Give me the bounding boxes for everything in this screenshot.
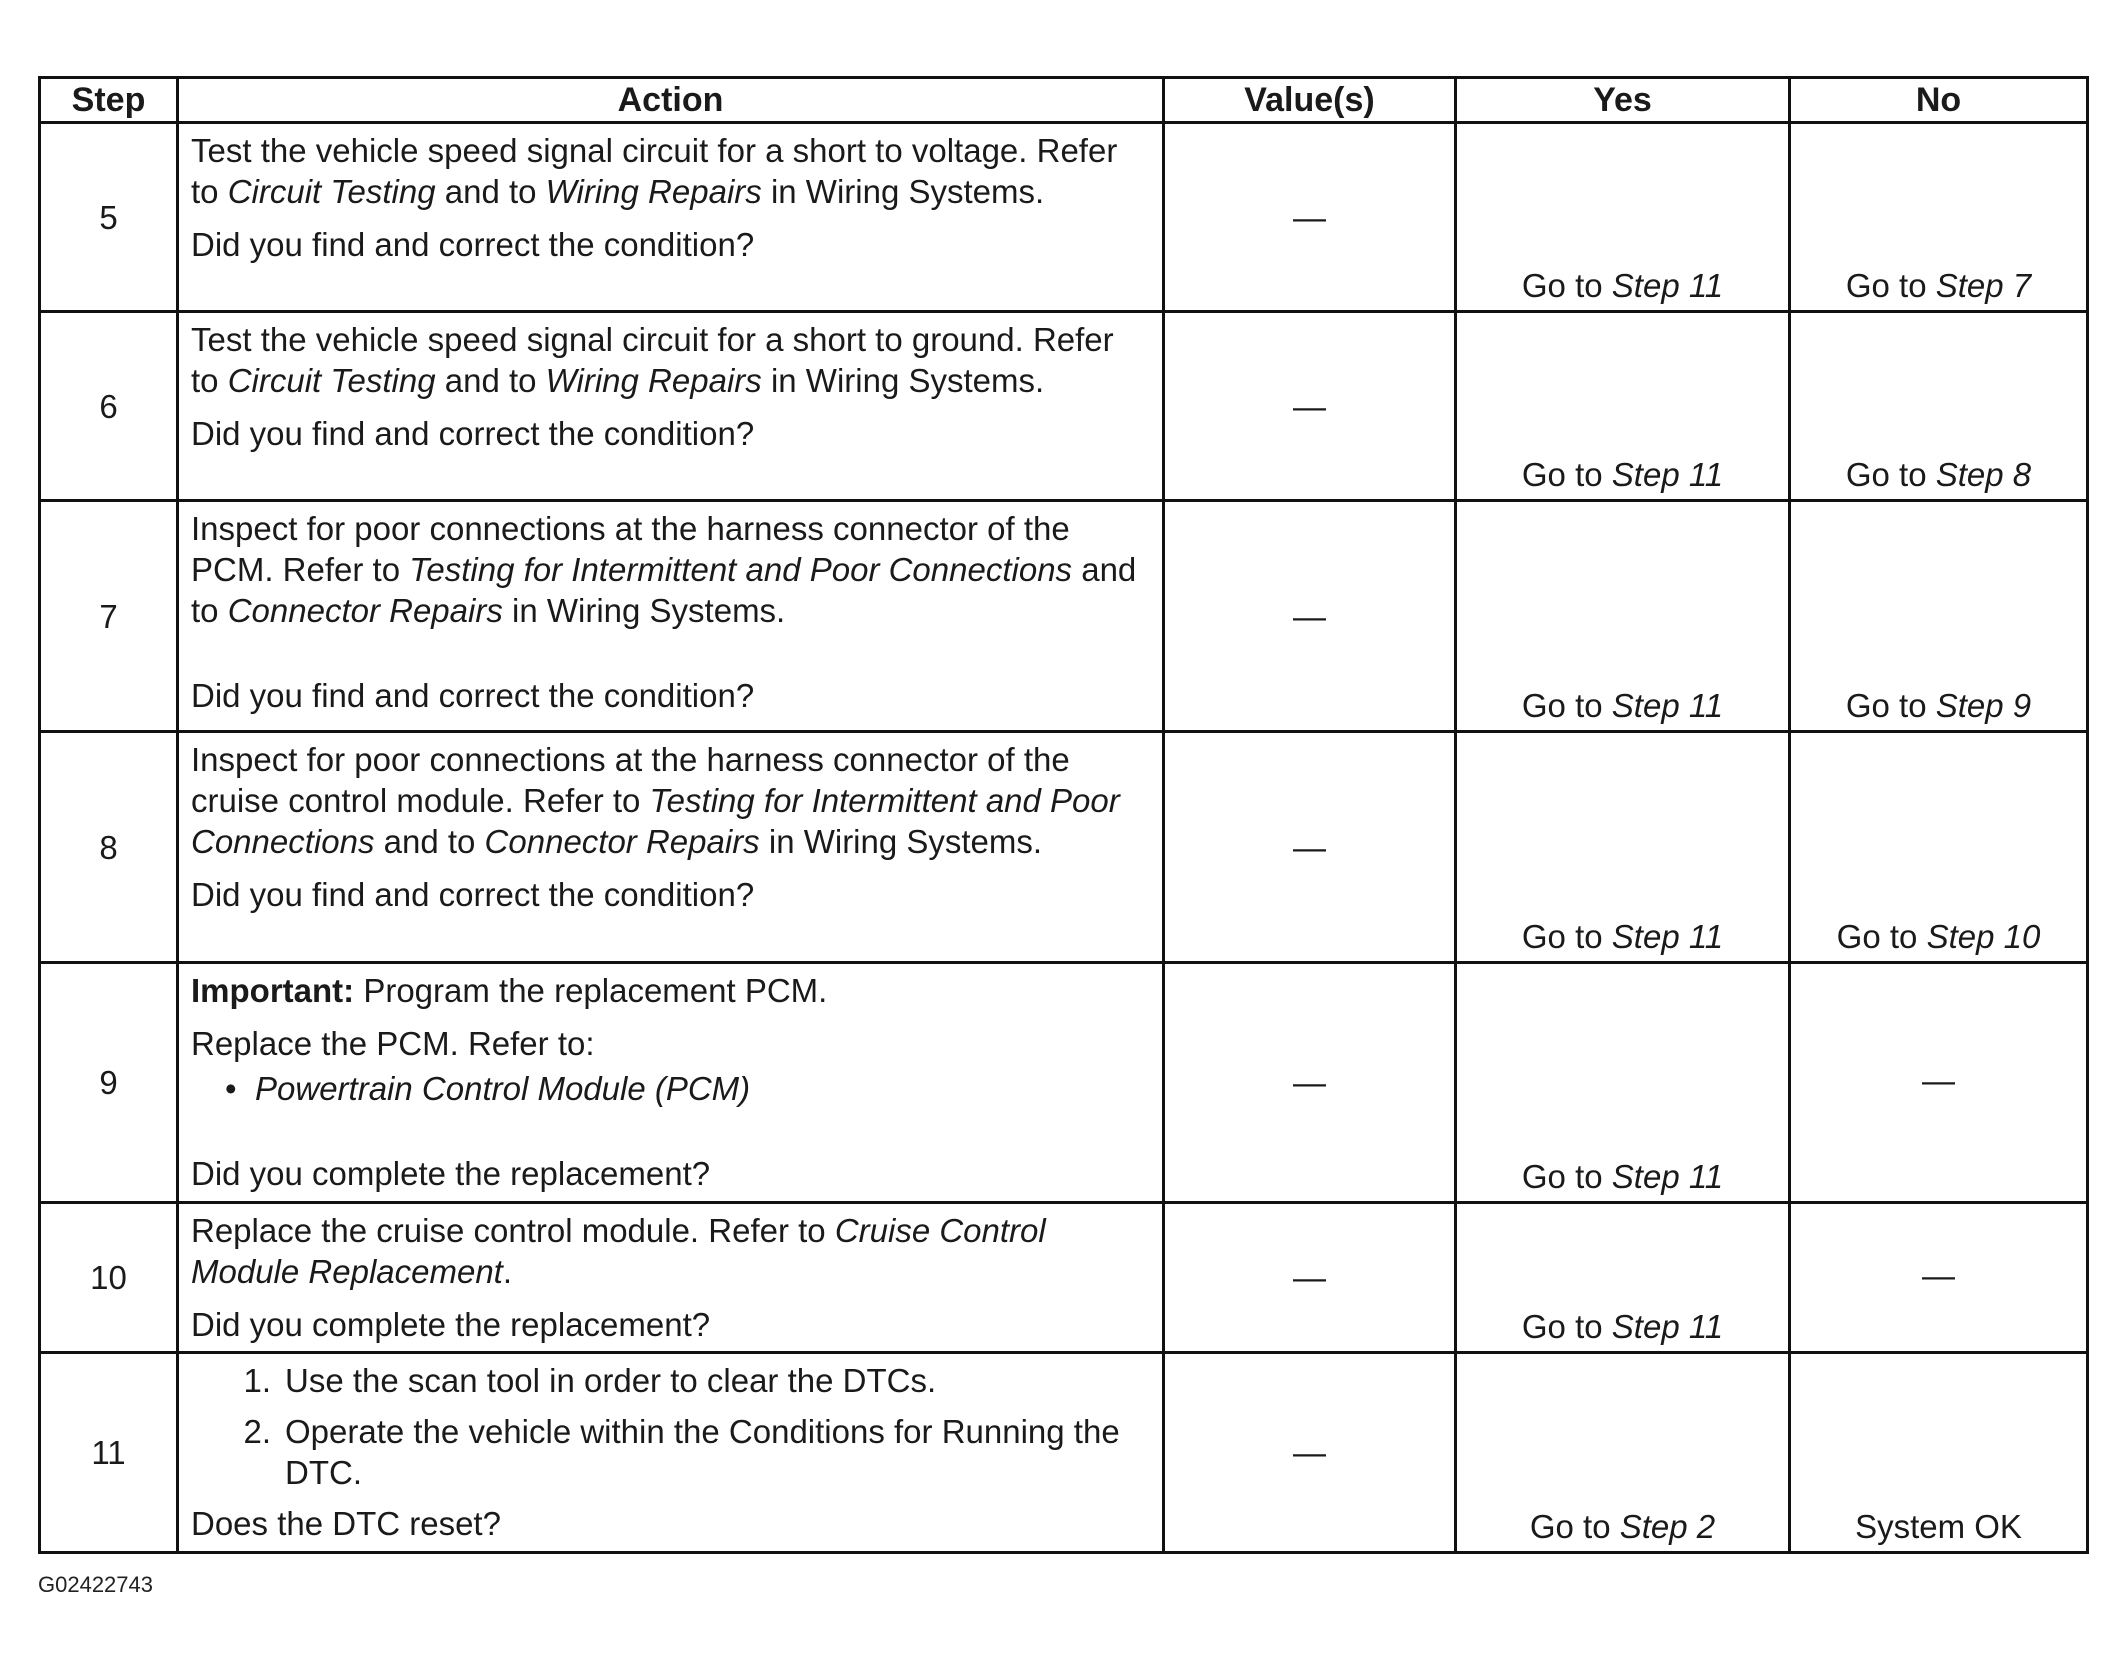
replace-instruction: Replace the PCM. Refer to: (191, 1025, 595, 1062)
header-values: Value(s) (1164, 78, 1456, 123)
yes-cell: Go to Step 2 (1456, 1353, 1790, 1553)
step-number: 6 (40, 312, 178, 501)
header-yes: Yes (1456, 78, 1790, 123)
no-cell: System OK (1790, 1353, 2088, 1553)
action-question: Did you find and correct the condition? (191, 415, 755, 452)
table-row (40, 123, 2088, 312)
action-cell (178, 123, 1164, 312)
action-text: Test the vehicle speed signal circuit for a short to voltage. Refer to Circuit Testing and to Wiring Repairs in Wiring Systems. (191, 132, 1118, 210)
action-question: Did you complete the replacement? (191, 1306, 711, 1343)
no-cell: — (1790, 963, 2088, 1203)
yes-cell: Go to Step 11 (1456, 963, 1790, 1203)
diagnostic-table (38, 76, 2089, 1554)
value-cell: — (1164, 1353, 1456, 1553)
no-cell: Go to Step 9 (1790, 501, 2088, 732)
yes-cell: Go to Step 11 (1456, 312, 1790, 501)
table-row (40, 732, 2088, 963)
value-cell: — (1164, 123, 1456, 312)
step-number: 11 (40, 1353, 178, 1553)
value-cell: — (1164, 732, 1456, 963)
important-note: Important: Program the replacement PCM. (191, 972, 828, 1009)
action-question: Did you find and correct the condition? (191, 677, 755, 714)
step-number: 5 (40, 123, 178, 312)
step-number: 8 (40, 732, 178, 963)
action-question: Did you complete the replacement? (191, 1155, 711, 1192)
header-step: Step (40, 78, 178, 123)
procedure-list (191, 1360, 1144, 1493)
action-question: Does the DTC reset? (191, 1505, 501, 1542)
action-cell (178, 1353, 1164, 1553)
table-row (40, 1353, 2088, 1553)
action-cell (178, 312, 1164, 501)
action-text: Inspect for poor connections at the harness connector of the PCM. Refer to Testing for Intermittent and Poor Connections and to Connector Repairs in Wiring Systems. (191, 510, 1137, 629)
yes-cell: Go to Step 11 (1456, 1203, 1790, 1353)
value-cell: — (1164, 312, 1456, 501)
table-row (40, 1203, 2088, 1353)
yes-cell: Go to Step 11 (1456, 123, 1790, 312)
header-action: Action (178, 78, 1164, 123)
no-cell: Go to Step 7 (1790, 123, 2088, 312)
list-item: • Powertrain Control Module (PCM) (255, 1068, 1144, 1109)
action-cell (178, 501, 1164, 732)
action-question: Did you find and correct the condition? (191, 876, 755, 913)
step-number: 9 (40, 963, 178, 1203)
action-cell (178, 1203, 1164, 1353)
action-cell (178, 963, 1164, 1203)
figure-id: G02422743 (38, 1572, 153, 1597)
value-cell: — (1164, 501, 1456, 732)
yes-cell: Go to Step 11 (1456, 501, 1790, 732)
action-text: Inspect for poor connections at the harness connector of the cruise control module. Refer to Testing for Intermittent and Poor Connections and to Connector Repairs in Wiring Systems. (191, 741, 1120, 860)
value-cell: — (1164, 1203, 1456, 1353)
action-text: Replace the cruise control module. Refer to Cruise Control Module Replacement. (191, 1212, 1046, 1290)
no-cell: — (1790, 1203, 2088, 1353)
header-row (40, 78, 2088, 123)
step-number: 10 (40, 1203, 178, 1353)
action-text: Test the vehicle speed signal circuit for a short to ground. Refer to Circuit Testing and to Wiring Repairs in Wiring Systems. (191, 321, 1114, 399)
list-item: 1. Use the scan tool in order to clear the DTCs. (243, 1362, 937, 1399)
table-row (40, 312, 2088, 501)
value-cell: — (1164, 963, 1456, 1203)
table-row (40, 501, 2088, 732)
step-number: 7 (40, 501, 178, 732)
no-cell: Go to Step 10 (1790, 732, 2088, 963)
table-row (40, 963, 2088, 1203)
action-cell (178, 732, 1164, 963)
no-cell: Go to Step 8 (1790, 312, 2088, 501)
action-question: Did you find and correct the condition? (191, 226, 755, 263)
list-item: 2. Operate the vehicle within the Conditions for Running the DTC. (243, 1413, 1120, 1491)
header-no: No (1790, 78, 2088, 123)
yes-cell: Go to Step 11 (1456, 732, 1790, 963)
reference-list (191, 1068, 1144, 1109)
